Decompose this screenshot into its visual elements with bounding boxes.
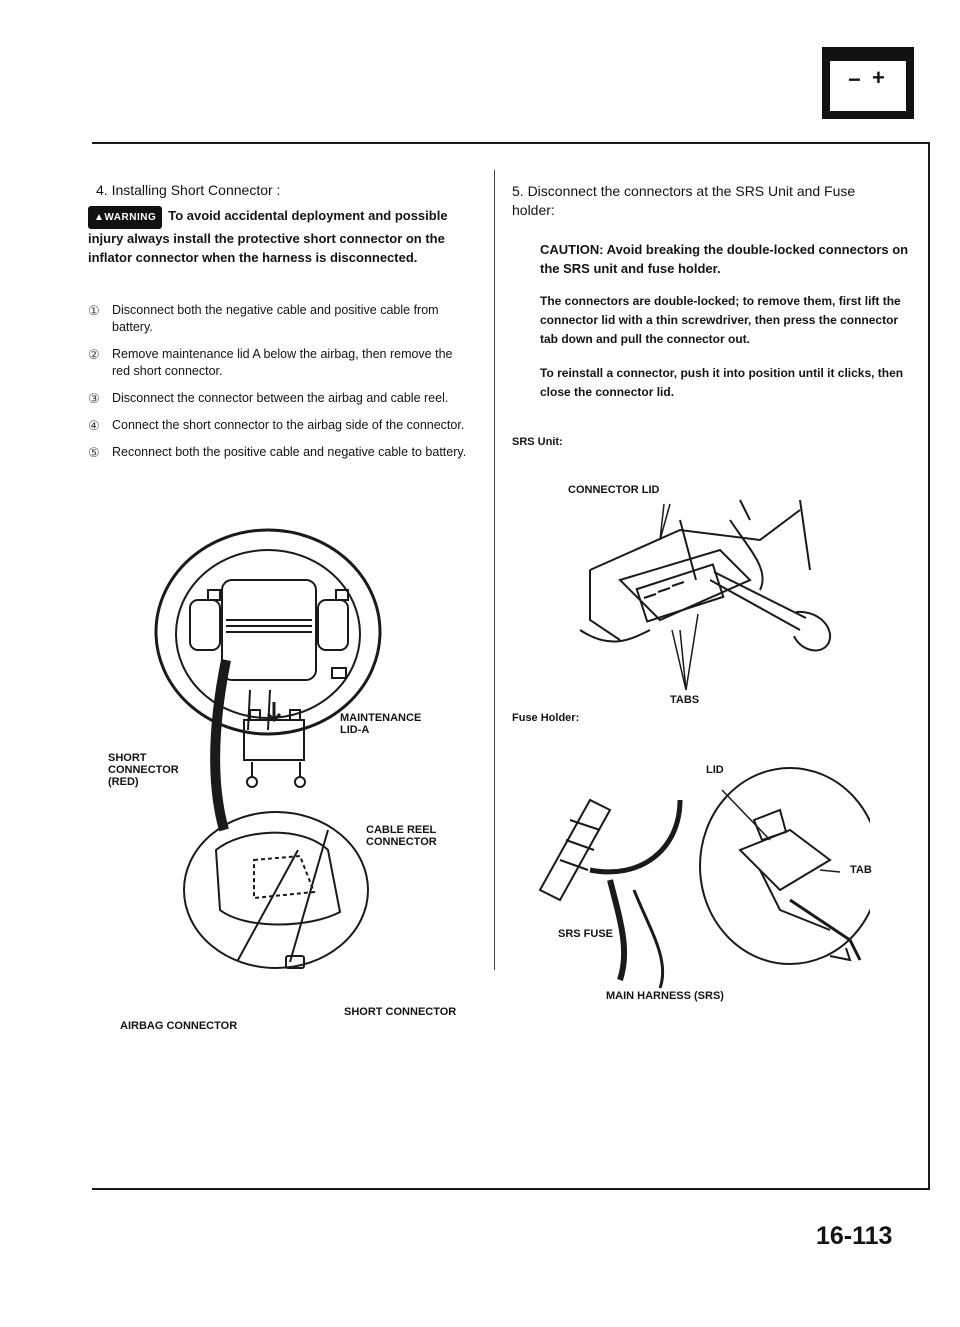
right-rule — [928, 142, 930, 1190]
page-number: 16-113 — [816, 1222, 893, 1250]
label-tab: TAB — [850, 864, 872, 876]
label-tabs: TABS — [670, 694, 700, 706]
column-divider — [494, 170, 495, 970]
label-short-connector-red: SHORT CONNECTOR (RED) — [108, 752, 179, 788]
label-airbag-connector: AIRBAG CONNECTOR — [120, 1020, 238, 1032]
note-text-1: The connectors are double-locked; to remove them, first lift the connector lid with a thin screwdriver, then press the connector tab down and pull the connector out. — [540, 294, 901, 346]
list-item: ① Disconnect both the negative cable and positive cable from battery. — [88, 303, 439, 334]
warning-badge: ▲WARNING — [88, 206, 162, 229]
list-item: ③ Disconnect the connector between the airbag and cable reel. — [88, 391, 449, 406]
label-maintenance-lid: MAINTENANCE LID-A — [340, 712, 422, 736]
step5-title: 5. Disconnect the connectors at the SRS Unit and Fuse holder: — [512, 183, 856, 218]
label-lid: LID — [706, 764, 724, 776]
fuse-holder-diagram — [530, 760, 870, 1010]
steering-wheel-diagram — [150, 520, 490, 1020]
label-cable-reel: CABLE REEL CONNECTOR — [366, 824, 437, 848]
battery-icon: − + — [822, 47, 914, 119]
label-main-harness: MAIN HARNESS (SRS) — [606, 990, 724, 1002]
srs-unit-diagram — [560, 480, 860, 700]
label-connector-lid: CONNECTOR LID — [568, 484, 660, 496]
list-item: ④ Connect the short connector to the airbag side of the connector. — [88, 418, 465, 433]
fuse-holder-label: Fuse Holder: — [512, 712, 580, 724]
warning-block — [88, 206, 468, 267]
caution-text: CAUTION: Avoid breaking the double-locked connectors on the SRS unit and fuse holder. — [540, 242, 909, 276]
label-srs-fuse: SRS FUSE — [558, 928, 614, 940]
warning-text: To avoid accidental deployment and possible injury always install the protective short connector on the inflator connector when the harness is disconnected. — [88, 208, 448, 265]
top-rule — [92, 142, 930, 144]
list-item: ② Remove maintenance lid A below the airbag, then remove the red short connector. — [88, 347, 453, 378]
label-short-connector: SHORT CONNECTOR — [344, 1006, 457, 1018]
srs-unit-label: SRS Unit: — [512, 436, 563, 448]
list-item: ⑤ Reconnect both the positive cable and negative cable to battery. — [88, 445, 467, 460]
bottom-rule — [92, 1188, 930, 1190]
note-text-2: To reinstall a connector, push it into position until it clicks, then close the connector lid. — [540, 366, 904, 399]
step4-list — [88, 302, 468, 471]
step4-title: 4. Installing Short Connector : — [96, 182, 281, 198]
